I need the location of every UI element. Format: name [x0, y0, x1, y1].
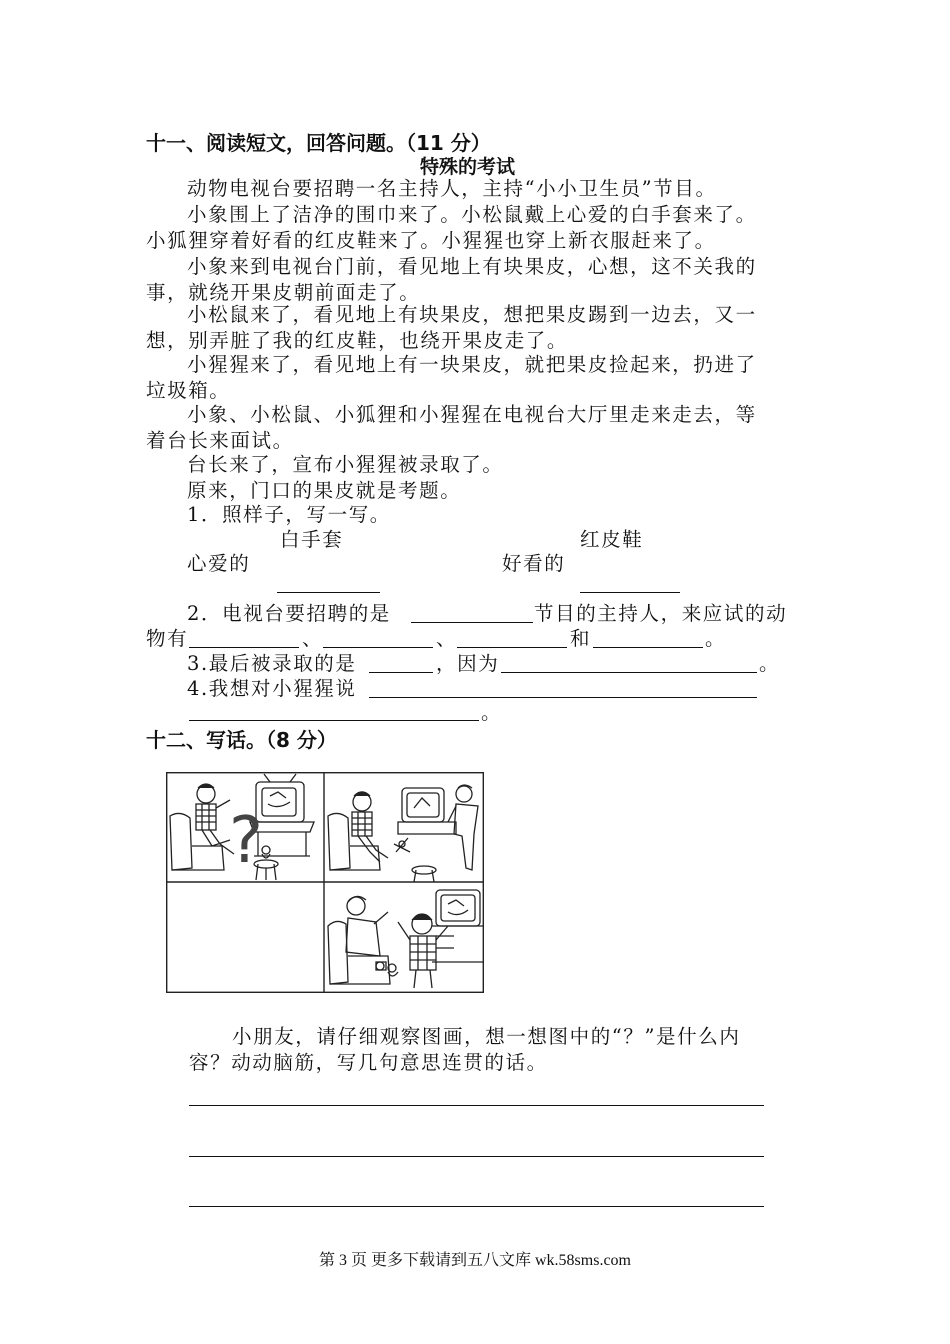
question-2-end: 。 — [705, 627, 727, 650]
example-left-noun: 白手套 — [280, 528, 344, 551]
writing-line-2[interactable] — [189, 1156, 764, 1157]
paragraph-1: 动物电视台要招聘一名主持人，主持“小小卫生员”节目。 — [187, 177, 717, 200]
question-4-end: 。 — [481, 701, 503, 724]
answer-blank-q2-animal-3[interactable] — [457, 647, 567, 648]
writing-line-1[interactable] — [189, 1105, 764, 1106]
question-4-text: 4.我想对小猩猩说 — [187, 677, 357, 700]
answer-blank-q2-animal-1[interactable] — [189, 647, 299, 648]
question-3-part-2: ，因为 — [436, 652, 500, 675]
panel-3-question-mark: ? — [229, 804, 263, 878]
answer-blank-q1-right[interactable] — [580, 592, 680, 593]
paragraph-2-line-1: 小象围上了洁净的围巾来了。小松鼠戴上心爱的白手套来了。 — [187, 203, 757, 226]
question-2-separator-1: 、 — [302, 627, 324, 650]
example-right-adjective: 好看的 — [502, 552, 566, 575]
answer-blank-q2-animal-4[interactable] — [593, 647, 703, 648]
paragraph-3-line-1: 小象来到电视台门前，看见地上有块果皮，心想，这不关我的 — [187, 255, 757, 278]
question-2-and: 和 — [570, 627, 592, 650]
question-3-part-1: 3.最后被录取的是 — [187, 652, 357, 675]
question-1-text: 1．照样子，写一写。 — [187, 503, 391, 526]
paragraph-4-line-2: 想，别弄脏了我的红皮鞋，也绕开果皮走了。 — [146, 329, 569, 352]
example-right-noun: 红皮鞋 — [580, 528, 644, 551]
writing-prompt-line-1: 小朋友，请仔细观察图画，想一想图中的“？”是什么内 — [232, 1025, 741, 1048]
answer-blank-q4-line-1[interactable] — [369, 697, 757, 698]
question-2-part-1b: 节目的主持人，来应试的动 — [534, 602, 788, 625]
question-2-part-2: 物有 — [146, 627, 189, 650]
writing-prompt-line-2: 容？动动脑筋，写几句意思连贯的话。 — [189, 1051, 548, 1074]
example-left-adjective: 心爱的 — [187, 552, 251, 575]
paragraph-3-line-2: 事，就绕开果皮朝前面走了。 — [146, 281, 421, 304]
answer-blank-q2-animal-2[interactable] — [323, 647, 433, 648]
answer-blank-q3-who[interactable] — [369, 672, 433, 673]
section-12-heading: 十二、写话。（8 分） — [146, 728, 337, 752]
story-title: 特殊的考试 — [420, 156, 516, 178]
question-2-part-1: 2．电视台要招聘的是 — [187, 602, 391, 625]
paragraph-7: 台长来了，宣布小猩猩被录取了。 — [187, 453, 504, 476]
four-panel-picture — [166, 772, 484, 994]
paragraph-8: 原来，门口的果皮就是考题。 — [187, 479, 462, 502]
paragraph-6-line-1: 小象、小松鼠、小狐狸和小猩猩在电视台大厅里走来走去，等 — [187, 403, 757, 426]
paragraph-4-line-1: 小松鼠来了，看见地上有块果皮，想把果皮踢到一边去，又一 — [187, 303, 757, 326]
section-11-heading: 十一、阅读短文，回答问题。（11 分） — [146, 131, 491, 155]
writing-line-3[interactable] — [189, 1206, 764, 1207]
answer-blank-q4-line-2[interactable] — [189, 720, 479, 721]
answer-blank-q2-program[interactable] — [411, 622, 533, 623]
paragraph-5-line-2: 垃圾箱。 — [146, 379, 231, 402]
paragraph-5-line-1: 小猩猩来了，看见地上有一块果皮，就把果皮捡起来，扔进了 — [187, 353, 757, 376]
question-3-end: 。 — [759, 652, 781, 675]
page-footer: 第 3 页 更多下载请到五八文库 wk.58sms.com — [318, 1252, 631, 1269]
paragraph-6-line-2: 着台长来面试。 — [146, 429, 294, 452]
answer-blank-q1-left[interactable] — [277, 592, 380, 593]
answer-blank-q3-why[interactable] — [501, 672, 757, 673]
paragraph-2-line-2: 小狐狸穿着好看的红皮鞋来了。小猩猩也穿上新衣服赶来了。 — [146, 229, 716, 252]
question-2-separator-2: 、 — [436, 627, 458, 650]
